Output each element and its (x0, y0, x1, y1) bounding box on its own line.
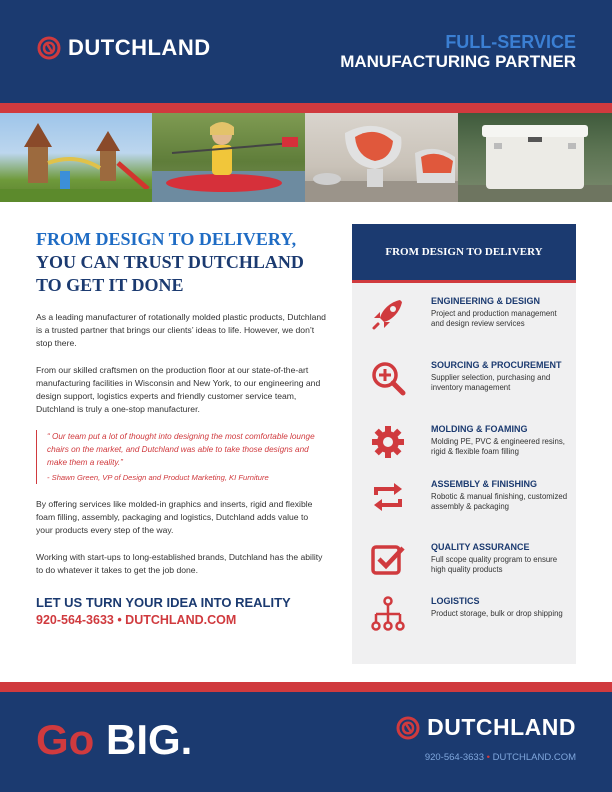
service-name: SOURCING & PROCUREMENT (431, 360, 562, 370)
tagline (340, 32, 576, 72)
header-banner (0, 0, 612, 103)
intro-paragraph-4: Working with start-ups to long-established brands, Dutchland has the ability to do whatever it takes to get the job done. (36, 552, 323, 575)
service-desc: Molding PE, PVC & engineered resins, rigid & flexible foam filling (431, 437, 565, 456)
distribution-icon (370, 596, 406, 632)
headline-line3: TO GET IT DONE (36, 275, 184, 295)
intro-column (36, 228, 326, 627)
services-heading: FROM DESIGN TO DELIVERY (352, 224, 576, 280)
brand-name: DUTCHLAND (68, 35, 211, 60)
footer-brand-logo (395, 714, 576, 741)
footer-website[interactable]: DUTCHLAND.COM (492, 752, 576, 763)
headline-line2: YOU CAN TRUST DUTCHLAND (36, 252, 304, 272)
service-desc: Product storage, bulk or drop shipping (431, 609, 563, 618)
service-engineering-design (352, 296, 576, 356)
service-name: LOGISTICS (431, 596, 480, 606)
photo-kayak (152, 113, 305, 202)
service-name: QUALITY ASSURANCE (431, 542, 530, 552)
quote-text: “ Our team put a lot of thought into designing the most comfortable lounge chairs on the market, and Dutchland was able to take those designs and make them a reality.” (47, 432, 315, 467)
services-heading-underline (352, 280, 576, 283)
call-to-action: LET US TURN YOUR IDEA INTO REALITY (36, 595, 291, 610)
service-desc: Robotic & manual finishing, customized assembly & packaging (431, 492, 568, 511)
brand-logo (36, 35, 211, 61)
cycle-arrows-icon (370, 479, 406, 515)
photo-lounge-chairs (305, 113, 458, 202)
photo-strip (0, 113, 612, 202)
checkbox-icon (370, 542, 406, 578)
intro-headline (36, 228, 326, 297)
go-big-slogan (36, 716, 192, 764)
intro-paragraph-2: From our skilled craftsmen on the production floor at our state-of-the-art manufacturing facilities in Wisconsin and New York, to our engineering and design support, logistics experts and friendly customer service team, Dutchland is truly a one-stop manufacturer. (36, 365, 321, 414)
separator-dot: • (486, 752, 490, 763)
service-desc: Supplier selection, purchasing and inventory management (431, 373, 551, 392)
tagline-line2: MANUFACTURING PARTNER (340, 52, 576, 71)
service-desc: Project and production management and design review services (431, 309, 557, 328)
photo-cooler (458, 113, 612, 202)
services-panel (352, 224, 576, 664)
service-assembly-finishing (352, 479, 576, 539)
rocket-icon (370, 296, 406, 332)
footer-phone[interactable]: 920-564-3633 (424, 752, 484, 763)
footer-contact (425, 752, 576, 763)
service-sourcing-procurement (352, 360, 576, 420)
slogan-go: Go (36, 716, 95, 763)
red-divider-top (0, 103, 612, 113)
tagline-line1: FULL-SERVICE (445, 32, 576, 52)
service-name: ASSEMBLY & FINISHING (431, 479, 538, 489)
service-name: ENGINEERING & DESIGN (431, 296, 541, 306)
headline-line1: FROM DESIGN TO DELIVERY, (36, 229, 297, 249)
quote-author: - Shawn Green, VP of Design and Product Marketing, KI Furniture (47, 473, 269, 482)
intro-paragraph-1: As a leading manufacturer of rotationally molded plastic products, Dutchland is a trusted partner that brings our clients’ ideas to life. However, we don’t stop there. (36, 312, 326, 348)
magnifier-plus-icon (370, 360, 406, 396)
slogan-big: BIG. (106, 716, 193, 763)
gear-icon (370, 424, 406, 460)
service-logistics (352, 596, 576, 656)
intro-paragraph-3: By offering services like molded-in graphics and inserts, rigid and flexible foam filling, assembly, packaging and logistics, Dutchland adds value to your products every step of the way. (36, 499, 313, 535)
dutchland-logo-icon (395, 715, 421, 741)
footer-banner (0, 692, 612, 792)
service-name: MOLDING & FOAMING (431, 424, 528, 434)
photo-playground (0, 113, 152, 202)
service-desc: Full scope quality program to ensure high quality products (431, 555, 558, 574)
service-quality-assurance (352, 542, 576, 602)
service-molding-foaming (352, 424, 576, 484)
red-divider-bottom (0, 682, 612, 692)
contact-line[interactable]: 920-564-3633 • DUTCHLAND.COM (36, 613, 237, 627)
testimonial-quote (36, 430, 326, 484)
dutchland-logo-icon (36, 35, 62, 61)
footer-brand-name: DUTCHLAND (427, 714, 576, 740)
